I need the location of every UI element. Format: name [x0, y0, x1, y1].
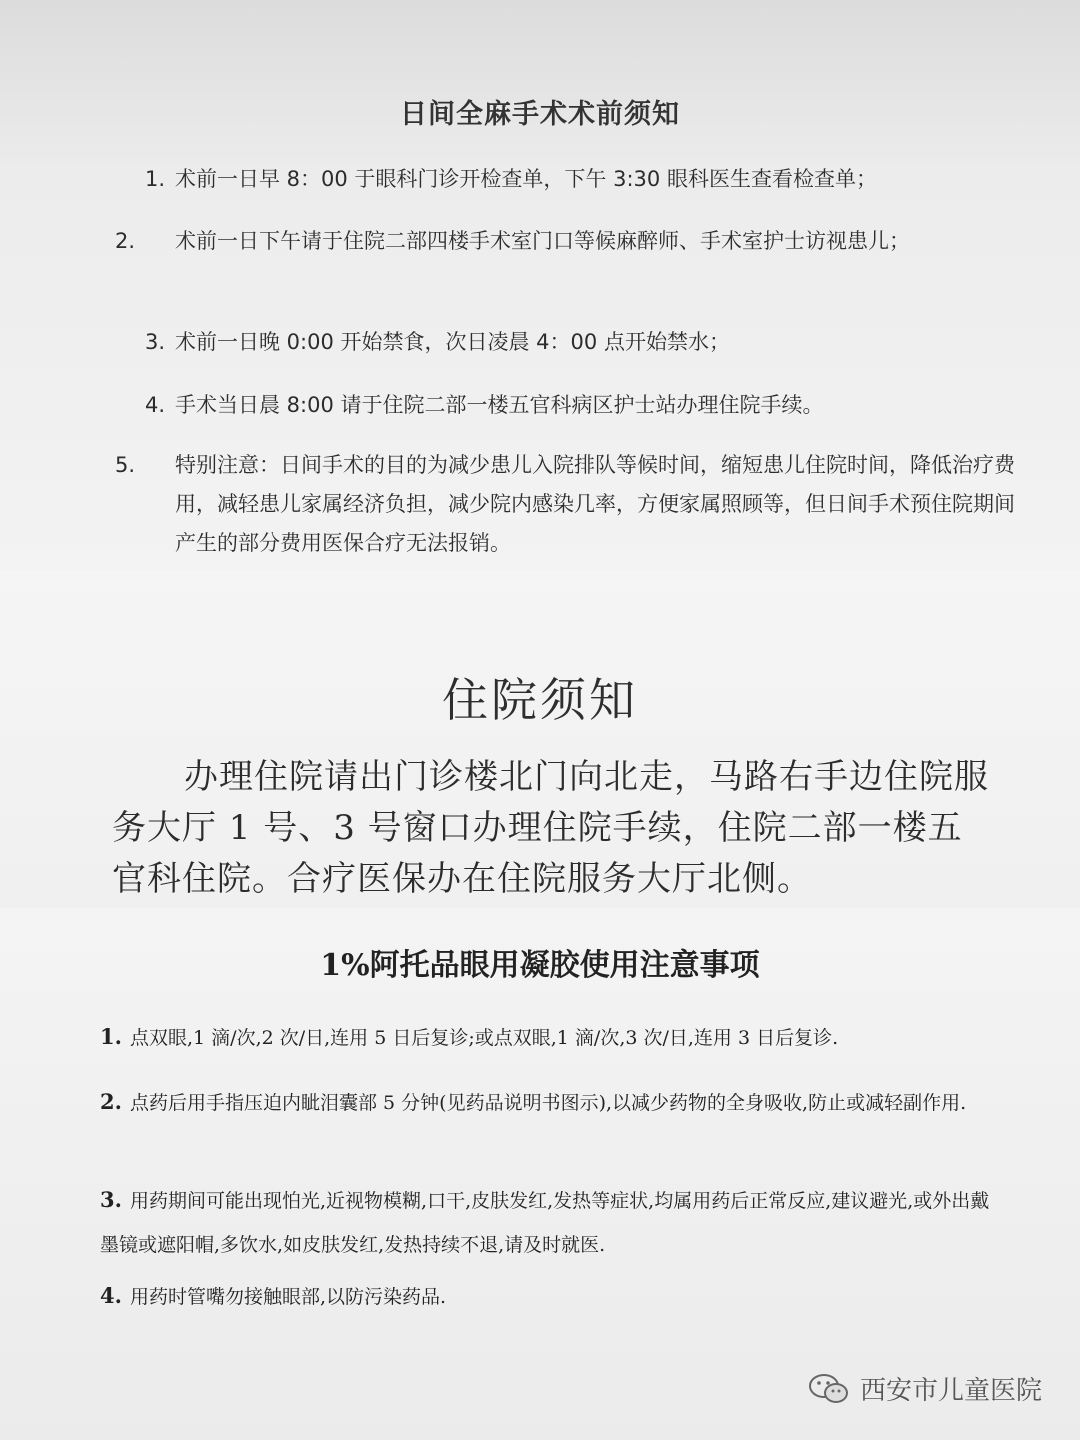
atropine-notice-sheet — [0, 908, 1080, 1440]
atropine-item-3 — [100, 1178, 990, 1267]
item-number: 1. — [100, 1024, 122, 1049]
item-number: 2. — [115, 229, 136, 253]
item-text: 术前一日下午请于住院二部四楼手术室门口等候麻醉师、手术室护士访视患儿； — [175, 229, 910, 253]
item-number: 5. — [115, 453, 136, 477]
preop-item-5 — [115, 446, 1015, 563]
admission-notice-text: 办理住院请出门诊楼北门向北走，马路右手边住院服务大厅 1 号、3 号窗口办理住院手续，住院二部一楼五官科住院。合疗医保办在住院服务大厅北侧。 — [112, 757, 989, 899]
wechat-icon — [808, 1372, 850, 1406]
atropine-notice-title: 1%阿托品眼用凝胶使用注意事项 — [320, 948, 760, 983]
item-text: 点双眼,1 滴/次,2 次/日,连用 5 日后复诊;或点双眼,1 滴/次,3 次/日,连用 3 日后复诊. — [130, 1027, 839, 1049]
item-number: 3. — [100, 1187, 122, 1212]
atropine-item-4 — [100, 1274, 990, 1319]
item-number: 1. — [145, 167, 166, 191]
item-number: 4. — [145, 393, 166, 417]
wechat-watermark — [808, 1370, 1042, 1407]
preop-notice-sheet — [0, 0, 1080, 575]
admission-notice-title: 住院须知 — [442, 673, 638, 727]
item-text: 特别注意：日间手术的目的为减少患儿入院排队等候时间，缩短患儿住院时间，降低治疗费用，减轻患儿家属经济负担，减少院内感染几率，方便家属照顾等，但日间手术预住院期间产生的部分费用医保合疗无法报销。 — [175, 453, 1015, 555]
item-number: 2. — [100, 1089, 122, 1114]
preop-item-1 — [145, 160, 985, 199]
preop-item-2 — [115, 222, 1015, 261]
preop-item-3 — [145, 323, 985, 362]
watermark-text: 西安市儿童医院 — [859, 1376, 1042, 1406]
item-text: 术前一日晚 0:00 开始禁食，次日凌晨 4：00 点开始禁水； — [175, 330, 730, 354]
item-number: 4. — [100, 1283, 122, 1308]
item-number: 3. — [145, 330, 166, 354]
preop-item-4 — [145, 386, 985, 425]
item-text: 术前一日早 8：00 于眼科门诊开检查单，下午 3:30 眼科医生查看检查单； — [175, 167, 877, 191]
preop-notice-title: 日间全麻手术术前须知 — [400, 99, 680, 130]
item-text: 点药后用手指压迫内眦泪囊部 5 分钟(见药品说明书图示),以减少药物的全身吸收,防止或减轻副作用. — [130, 1092, 967, 1114]
atropine-item-2 — [100, 1080, 990, 1125]
item-text: 用药期间可能出现怕光,近视物模糊,口干,皮肤发红,发热等症状,均属用药后正常反应,建议避光,或外出戴墨镜或遮阳帽,多饮水,如皮肤发红,发热持续不退,请及时就医. — [100, 1190, 990, 1256]
item-text: 用药时管嘴勿接触眼部,以防污染药品. — [130, 1286, 447, 1308]
atropine-item-1 — [100, 1015, 990, 1060]
item-text: 手术当日晨 8:00 请于住院二部一楼五官科病区护士站办理住院手续。 — [175, 393, 824, 417]
